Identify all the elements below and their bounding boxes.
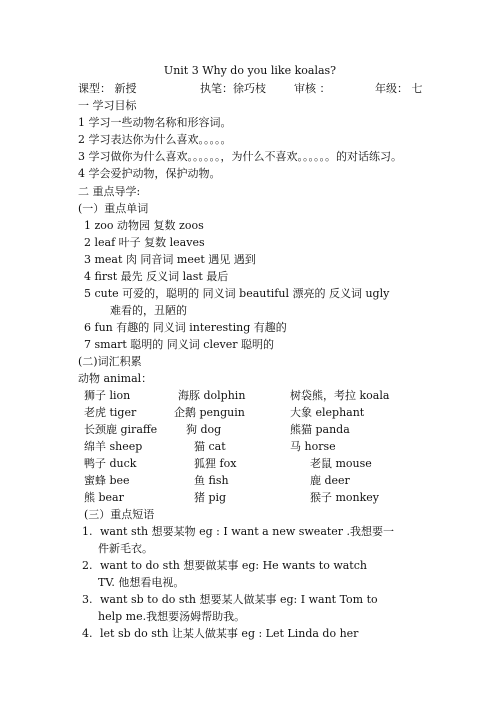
phrase-item: [0, 523, 500, 540]
word-item: 6 fun 有趣的 同义词 interesting 有趣的: [84, 321, 287, 334]
list-item: 3 学习做你为什么喜欢。。。。。。，为什么不喜欢。。。。。。的对话练习。: [78, 150, 402, 163]
animal-cell: 狗 dog: [186, 423, 222, 436]
phrase-item: [0, 591, 500, 608]
meta-row: [0, 80, 500, 97]
animal-cell: 大象 elephant: [290, 406, 365, 419]
word-item: 3 meat 肉 同音词 meet 遇见 遇到: [84, 253, 256, 266]
phrase-number: 4.: [82, 627, 93, 640]
animal-cell: 猴子 monkey: [310, 491, 380, 504]
animal-cell: 老虎 tiger: [84, 406, 137, 419]
grade: 年级： 七: [375, 82, 423, 95]
word-item-continued: 难看的，丑陋的: [110, 304, 187, 317]
animal-cell: 蜜蜂 bee: [84, 474, 130, 487]
section-heading: 一 学习目标: [78, 99, 137, 112]
phrase-number: 2.: [82, 559, 93, 572]
animal-label: 动物 animal：: [78, 372, 153, 385]
subsection-heading: (二)词汇积累: [78, 355, 142, 368]
word-item: 7 smart 聪明的 同义词 clever 聪明的: [84, 338, 274, 351]
phrase-number: 1.: [82, 525, 93, 538]
word-item: 1 zoo 动物园 复数 zoos: [84, 219, 204, 232]
author: 执笔：徐巧枝: [200, 82, 266, 95]
phrase-text-continued: 件新毛衣。: [98, 542, 153, 555]
animal-row: [0, 438, 500, 455]
phrase-text: want to do sth 想要做某事 eg: He wants to watch: [100, 559, 367, 572]
animal-row: [0, 387, 500, 404]
phrase-text: want sb to do sth 想要某人做某事 eg: I want Tom to: [100, 593, 378, 606]
phrase-text: let sb do sth 让某人做某事 eg : Let Linda do her: [100, 627, 359, 640]
animal-cell: 树袋熊，考拉 koala: [290, 389, 390, 402]
animal-cell: 长颈鹿 giraffe: [84, 423, 158, 436]
animal-cell: 企鹅 penguin: [174, 406, 245, 419]
animal-cell: 熊猫 panda: [290, 423, 350, 436]
phrase-text-continued: help me.我想要汤姆帮助我。: [98, 610, 246, 623]
list-item: 2 学习表达你为什么喜欢。。。。。: [78, 133, 232, 146]
animal-cell: 老鼠 mouse: [310, 457, 372, 470]
list-item: 1 学习一些动物名称和形容词。: [78, 116, 232, 129]
subsection-heading: (三）重点短语: [84, 508, 155, 521]
phrase-text-continued: TV. 他想看电视。: [98, 576, 185, 589]
reviewer: 审核 ：: [294, 82, 331, 95]
animal-cell: 鱼 fish: [194, 474, 229, 487]
animal-cell: 鹿 deer: [310, 474, 350, 487]
animal-row: [0, 455, 500, 472]
subsection-heading: (一）重点单词: [78, 202, 149, 215]
animal-cell: 猪 pig: [194, 491, 227, 504]
animal-cell: 猫 cat: [194, 440, 226, 453]
phrase-number: 3.: [82, 593, 93, 606]
phrase-text: want sth 想要某物 eg : I want a new sweater .我想要一: [100, 525, 395, 538]
animal-cell: 狐狸 fox: [194, 457, 237, 470]
word-item: 2 leaf 叶子 复数 leaves: [84, 236, 205, 249]
word-item: 5 cute 可爱的，聪明的 同义词 beautiful 漂亮的 反义词 ugly: [84, 287, 390, 300]
animal-row: [0, 472, 500, 489]
animal-cell: 熊 bear: [84, 491, 124, 504]
list-item: 4 学会爱护动物，保护动物。: [78, 167, 221, 180]
animal-row: [0, 421, 500, 438]
phrase-item: [0, 625, 500, 642]
section-heading: 二 重点导学:: [78, 185, 141, 198]
animal-cell: 绵羊 sheep: [84, 440, 143, 453]
word-item: 4 first 最先 反义词 last 最后: [84, 270, 229, 283]
animal-cell: 鸭子 duck: [84, 457, 137, 470]
animal-row: [0, 489, 500, 506]
animal-row: [0, 404, 500, 421]
course-type: 课型： 新授: [78, 82, 137, 95]
phrase-item: [0, 557, 500, 574]
animal-cell: 海豚 dolphin: [178, 389, 246, 402]
animal-cell: 马 horse: [290, 440, 336, 453]
document-title: Unit 3 Why do you like koalas?: [163, 64, 337, 77]
animal-cell: 狮子 lion: [84, 389, 131, 402]
